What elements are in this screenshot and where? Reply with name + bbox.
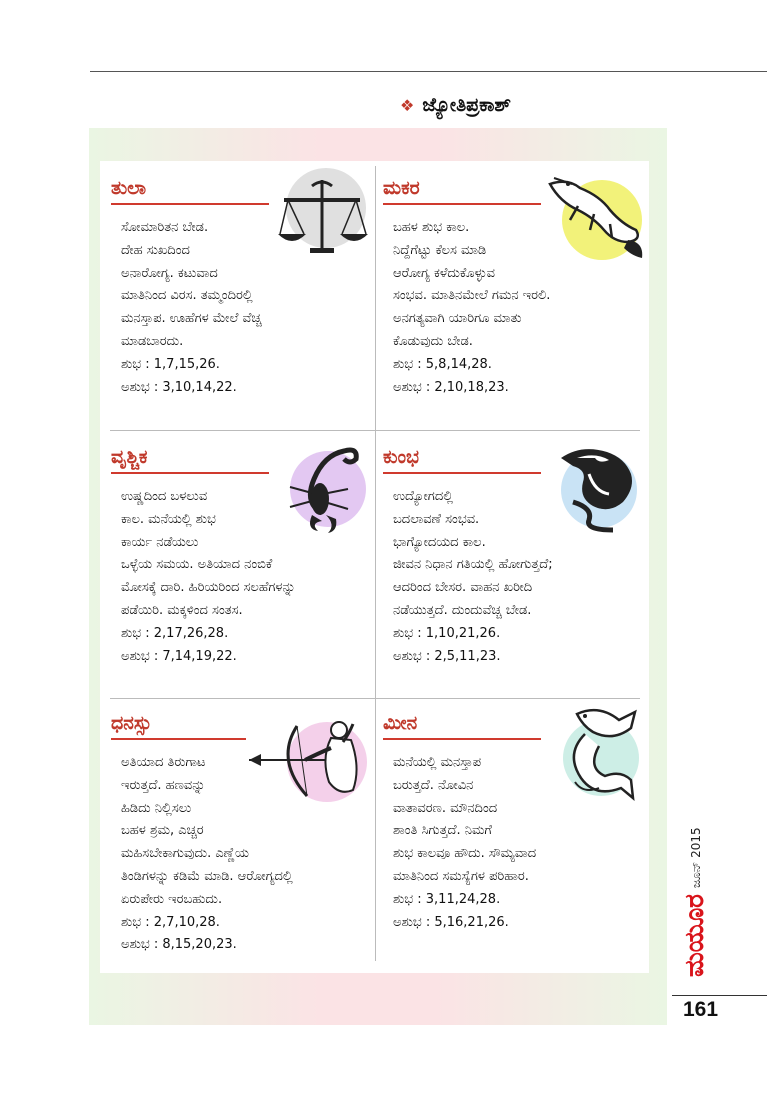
title-underline	[383, 472, 541, 474]
text-line: ಶುಭ ಕಾಲವೂ ಹೌದು. ಸೌಮ್ಯವಾದ	[393, 846, 537, 862]
title-underline	[111, 472, 269, 474]
lucky-numbers: ಶುಭ : 3,11,24,28.	[393, 891, 501, 907]
sign-title: ಮೀನ	[383, 712, 418, 734]
magazine-brand	[676, 894, 712, 977]
text-line: ಕೊಡುವುದು ಬೇಡ.	[393, 333, 473, 349]
section-header	[400, 94, 511, 116]
sign-text	[393, 752, 536, 934]
title-underline	[383, 738, 541, 740]
text-line: ಆದರಿಂದ ಬೇಸರ. ವಾಹನ ಖರೀದಿ	[393, 580, 533, 596]
text-line: ಸೋಮಾರಿತನ ಬೇಡ.	[121, 220, 209, 235]
text-line: ಮನೆಯಲ್ಲಿ ಮನಸ್ತಾಪ	[393, 755, 482, 770]
text-line: ಬರುತ್ತದೆ. ನೋವಿನ	[393, 777, 474, 793]
title-underline	[111, 738, 246, 740]
unlucky-numbers: ಅಶುಭ : 5,16,21,26.	[393, 914, 509, 930]
sign-title: ಕುಂಭ	[383, 446, 419, 468]
text-line: ದೇಹ ಸುಖದಿಂದ	[121, 242, 190, 258]
text-line: ಹಿಡಿದು ನಿಲ್ಲಿಸಲು	[121, 800, 192, 816]
capricorn-crocodile-icon	[548, 170, 648, 262]
column-divider	[375, 166, 376, 961]
text-line: ಆರೋಗ್ಯ ಕಳೆದುಕೊಳ್ಳುವ	[393, 265, 495, 281]
unlucky-numbers: ಅಶುಭ : 3,10,14,22.	[121, 379, 237, 395]
text-line: ಇರುತ್ತದೆ. ಹಣವನ್ನು	[121, 777, 206, 793]
scorpio-scorpion-icon	[282, 437, 374, 537]
row-divider	[110, 430, 640, 431]
issue-date	[677, 808, 707, 888]
text-line: ಉದ್ಯೋಗದಲ್ಲಿ	[393, 489, 454, 504]
lucky-numbers: ಶುಭ : 1,10,21,26.	[393, 625, 501, 641]
sign-title: ಮಕರ	[383, 177, 420, 199]
text-line: ವಾತಾವರಣ. ಮೌನದಿಂದ	[393, 800, 498, 816]
lucky-numbers: ಶುಭ : 2,7,10,28.	[121, 914, 220, 930]
page-number: 161	[683, 998, 719, 1021]
text-line: ಅನಾರೋಗ್ಯ. ಕಟುವಾದ	[121, 265, 218, 281]
sign-title: ಧನಸ್ಸು	[111, 712, 152, 734]
text-line: ಸಂಭವ. ಮಾತಿನಮೇಲೆ ಗಮನ ಇರಲಿ.	[393, 288, 551, 304]
text-line: ಮನಸ್ತಾಪ. ಊಹೆಗಳ ಮೇಲೆ ವೆಚ್ಚ	[121, 311, 262, 327]
text-line: ಬಹಳ ಶ್ರಮ, ಎಚ್ಚರ	[121, 823, 204, 839]
sign-text	[121, 486, 296, 668]
text-line: ಏರುಪೇರು ಇರಬಹುದು.	[121, 891, 223, 907]
sign-text	[393, 486, 553, 668]
text-line: ಬದಲಾವಣೆ ಸಂಭವ.	[393, 511, 480, 527]
sagittarius-archer-icon	[247, 712, 369, 812]
unlucky-numbers: ಅಶುಭ : 2,10,18,23.	[393, 379, 509, 395]
text-line: ತಿಂಡಿಗಳನ್ನು ಕಡಿಮೆ ಮಾಡಿ. ಆರೋಗ್ಯದಲ್ಲಿ	[121, 868, 293, 884]
unlucky-numbers: ಅಶುಭ : 7,14,19,22.	[121, 648, 237, 664]
text-line: ಒಳ್ಳೆಯ ಸಮಯ. ಅತಿಯಾದ ನಂಬಿಕೆ	[121, 557, 273, 573]
text-line: ಮೋಸಕ್ಕೆ ದಾರಿ. ಹಿರಿಯರಿಂದ ಸಲಹೆಗಳನ್ನು	[121, 580, 296, 596]
sign-title: ತುಲಾ	[111, 177, 147, 199]
sign-text	[121, 217, 262, 399]
sign-title: ವೃಶ್ಚಿಕ	[111, 446, 148, 468]
text-line: ಅತಿಯಾದ ತಿರುಗಾಟ	[121, 755, 206, 770]
text-line: ಭಾಗ್ಯೋದಯದ ಕಾಲ.	[393, 534, 486, 550]
text-line: ಜೀವನ ನಿಧಾನ ಗತಿಯಲ್ಲಿ ಹೋಗುತ್ತದೆ;	[393, 557, 553, 573]
magazine-brand-text: ಮಯೂರ	[680, 894, 710, 977]
lucky-numbers: ಶುಭ : 5,8,14,28.	[393, 356, 492, 372]
text-line: ಮಾತಿನಿಂದ ಸಮಸ್ಯೆಗಳ ಪರಿಹಾರ.	[393, 868, 529, 884]
text-line: ನಡೆಯುತ್ತದೆ. ದುಂದುವೆಚ್ಚ ಬೇಡ.	[393, 602, 532, 618]
libra-scales-icon	[274, 166, 370, 262]
page-number-rule	[672, 995, 767, 996]
text-line: ನಿದ್ದೆಗೆಟ್ಟು ಕೆಲಸ ಮಾಡಿ	[393, 242, 487, 258]
text-line: ಬಹಳ ಶುಭ ಕಾಲ.	[393, 220, 470, 235]
text-line: ಕಾಲ. ಮನೆಯಲ್ಲಿ ಶುಭ	[121, 511, 216, 527]
unlucky-numbers: ಅಶುಭ : 8,15,20,23.	[121, 937, 237, 953]
diamond-bullet-icon: ❖	[400, 96, 415, 115]
text-line: ಮಹಿಸಬೇಕಾಗುವುದು. ಎಣ್ಣೆಯ	[121, 846, 249, 862]
text-line: ಮಾತಿನಿಂದ ವಿರಸ. ತಮ್ಮಂದಿರಲ್ಲಿ	[121, 288, 253, 304]
text-line: ಮಾಡಬಾರದು.	[121, 333, 184, 349]
sign-text	[393, 217, 550, 399]
section-title: ಜ್ಯೋತಿಪ್ರಕಾಶ್	[422, 94, 511, 116]
title-underline	[111, 203, 269, 205]
text-line: ಶಾಂತಿ ಸಿಗುತ್ತದೆ. ನಿಮಗೆ	[393, 823, 492, 839]
text-line: ಕಾರ್ಯ ನಡೆಯಲು	[121, 534, 199, 550]
lucky-numbers: ಶುಭ : 2,17,26,28.	[121, 625, 229, 641]
text-line: ಪಡೆಯಿರಿ. ಮಕ್ಕಳಿಂದ ಸಂತಸ.	[121, 602, 243, 618]
text-line: ಅನಗತ್ಯವಾಗಿ ಯಾರಿಗೂ ಮಾತು	[393, 311, 522, 327]
issue-date-text: ಜೂನ್ 2015	[689, 827, 703, 888]
top-rule	[90, 71, 767, 72]
aquarius-pot-icon	[553, 438, 645, 534]
row-divider	[110, 698, 640, 699]
unlucky-numbers: ಅಶುಭ : 2,5,11,23.	[393, 648, 501, 664]
lucky-numbers: ಶುಭ : 1,7,15,26.	[121, 356, 220, 372]
pisces-fish-icon	[555, 704, 645, 808]
title-underline	[383, 203, 541, 205]
text-line: ಉಷ್ಣದಿಂದ ಬಳಲುವ	[121, 489, 208, 504]
